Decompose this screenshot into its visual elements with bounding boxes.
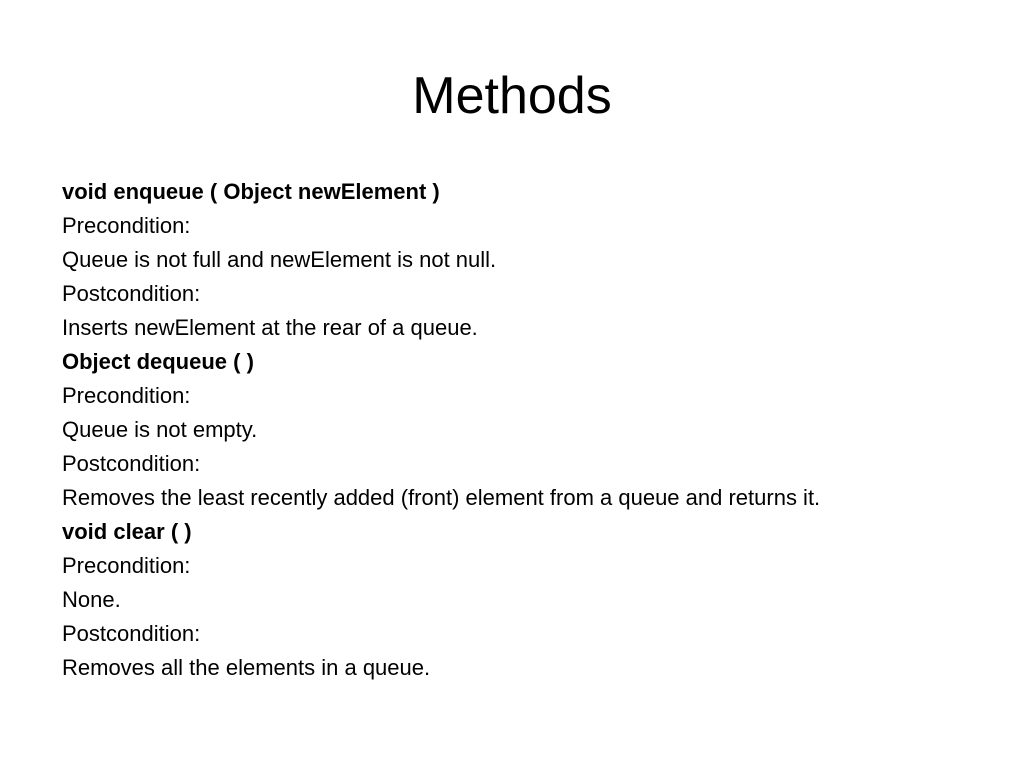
precondition-text: None. <box>62 587 121 612</box>
precondition-label: Precondition: <box>62 213 191 238</box>
postcondition-label: Postcondition: <box>62 281 201 306</box>
slide-title: Methods <box>412 67 612 125</box>
precondition-text: Queue is not full and newElement is not null. <box>62 247 497 272</box>
postcondition-text: Removes all the elements in a queue. <box>62 655 431 680</box>
postcondition-label: Postcondition: <box>62 621 201 646</box>
postcondition-text: Inserts newElement at the rear of a queue. <box>62 315 478 340</box>
precondition-label: Precondition: <box>62 553 191 578</box>
method-signature: void clear ( ) <box>62 519 192 544</box>
precondition-text: Queue is not empty. <box>62 417 258 442</box>
postcondition-text: Removes the least recently added (front) element from a queue and returns it. <box>62 485 821 510</box>
method-signature: Object dequeue ( ) <box>62 349 254 374</box>
postcondition-label: Postcondition: <box>62 451 201 476</box>
slide-body <box>62 179 962 689</box>
method-signature: void enqueue ( Object newElement ) <box>62 179 440 204</box>
precondition-label: Precondition: <box>62 383 191 408</box>
